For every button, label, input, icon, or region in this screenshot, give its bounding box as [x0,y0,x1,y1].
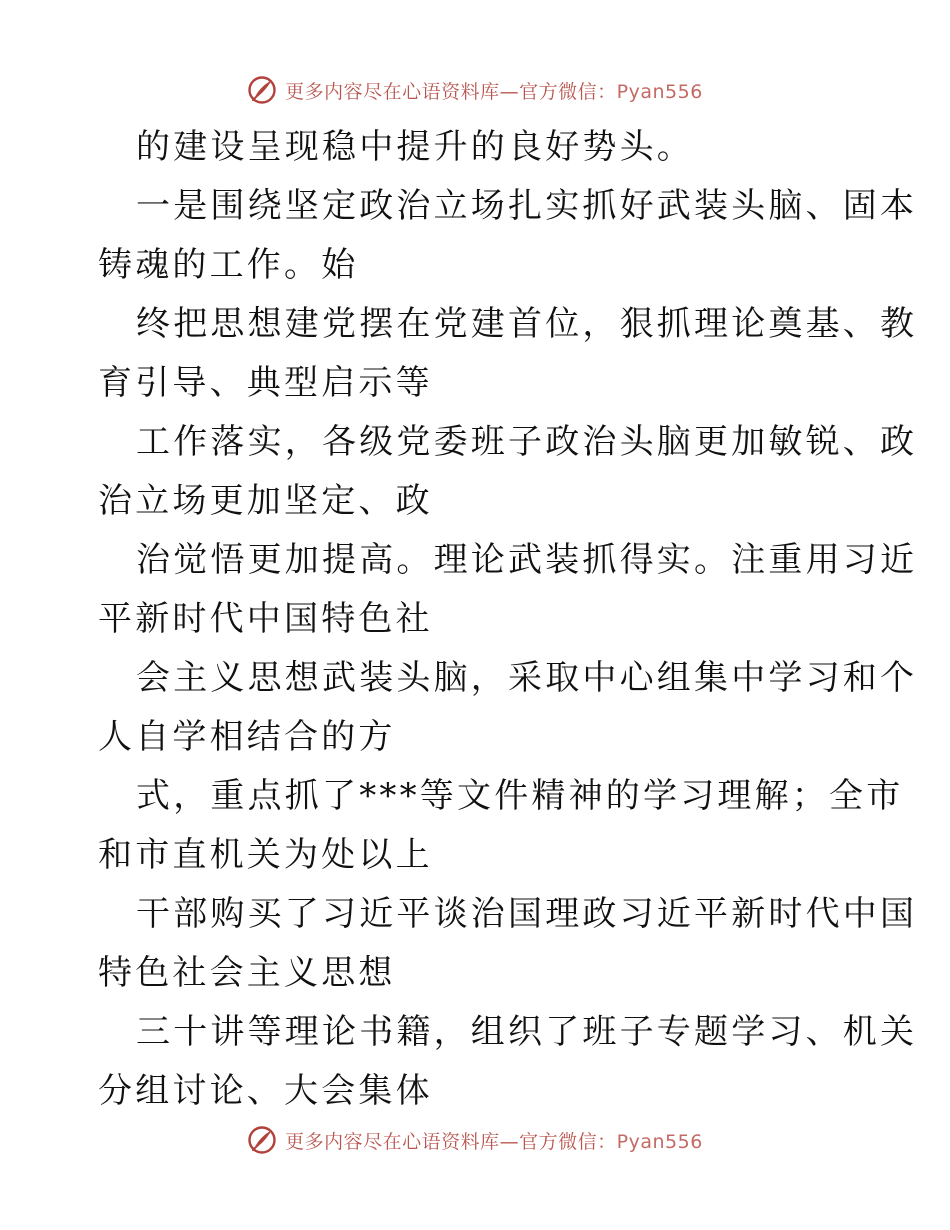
text-line: 一是围绕坚定政治立场扎实抓好武装头脑、固本 [136,186,918,226]
text-line: 干部购买了习近平谈治国理政习近平新时代中国 [136,894,918,934]
text-line: 会主义思想武装头脑，采取中心组集中学习和个 [136,658,918,698]
text-line: 分组讨论、大会集体 [98,1071,433,1111]
watermark-id: Pyan556 [616,1130,703,1153]
text-line: 铸魂的工作。始 [98,245,359,285]
footer-watermark [0,1120,950,1160]
document-body [98,118,918,1121]
text-line: 育引导、典型启示等 [98,363,433,403]
text-line: 和市直机关为处以上 [98,835,433,875]
text-line: 终把思想建党摆在党建首位，狠抓理论奠基、教 [136,304,918,344]
text-line: 工作落实，各级党委班子政治头脑更加敏锐、政 [136,422,918,462]
text-line: 治觉悟更加提高。理论武装抓得实。注重用习近 [136,540,918,580]
quill-logo-icon [247,75,277,105]
watermark-text: 更多内容尽在心语资料库—官方微信：Pyan556 [285,1130,703,1153]
text-line: 特色社会主义思想 [98,953,396,993]
watermark-id: Pyan556 [616,80,703,103]
quill-logo-icon [247,1125,277,1155]
text-line: 治立场更加坚定、政 [98,481,433,521]
text-line: 平新时代中国特色社 [98,599,433,639]
text-line: 人自学相结合的方 [98,717,396,757]
text-line: 三十讲等理论书籍，组织了班子专题学习、机关 [136,1012,918,1052]
header-watermark [0,70,950,110]
text-line: 式，重点抓了***等文件精神的学习理解；全市 [136,776,904,816]
watermark-text: 更多内容尽在心语资料库—官方微信：Pyan556 [285,80,703,103]
text-line: 的建设呈现稳中提升的良好势头。 [136,127,694,167]
